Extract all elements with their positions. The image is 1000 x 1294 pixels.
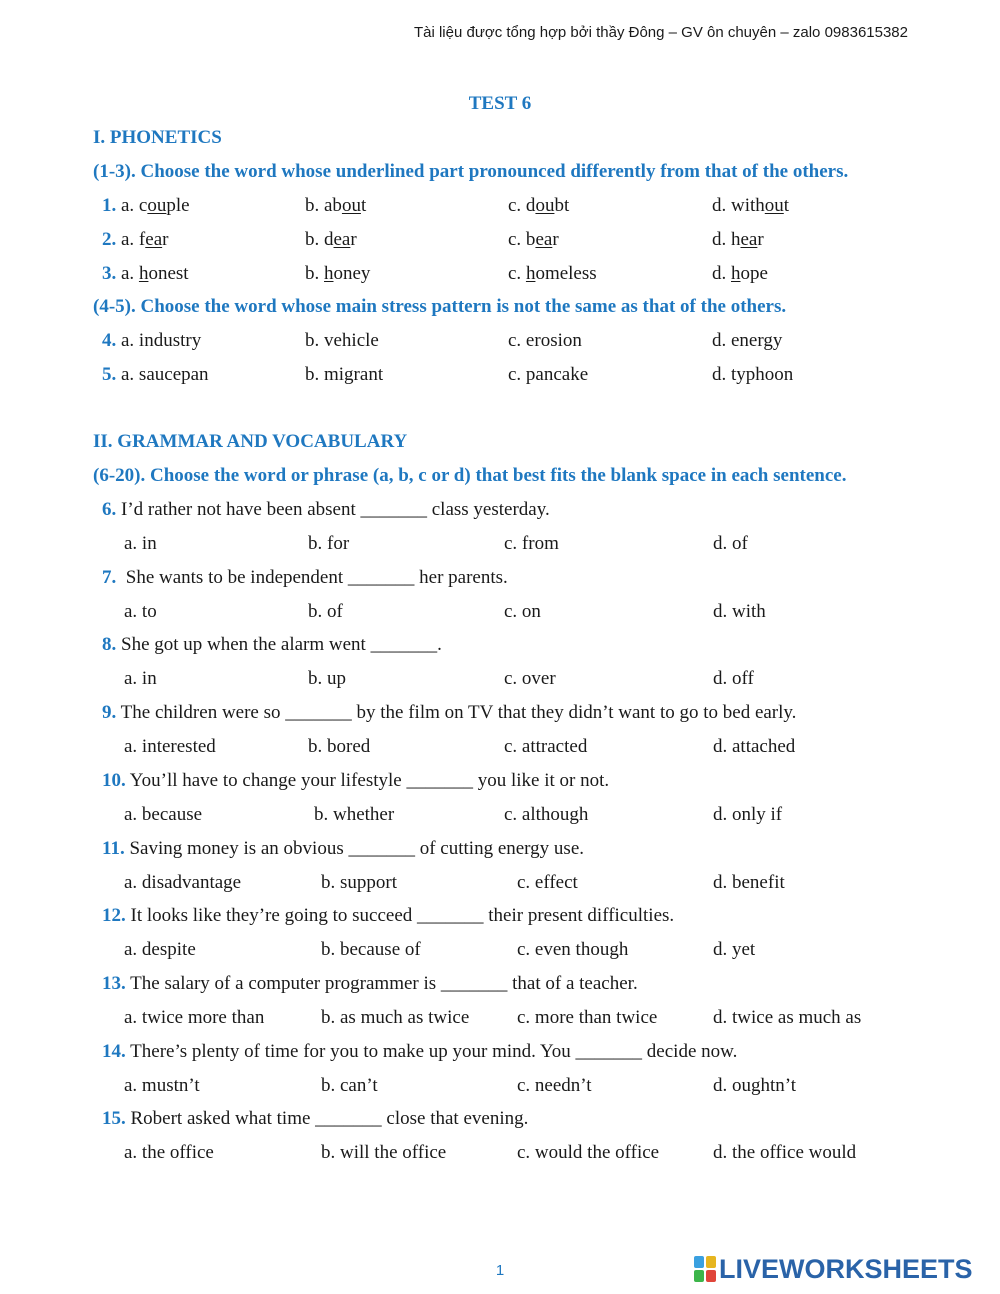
- q8-option-b[interactable]: b. up: [308, 668, 346, 689]
- q15-option-a[interactable]: a. the office: [124, 1142, 214, 1163]
- question-number: 3.: [102, 263, 117, 284]
- q14-option-b[interactable]: b. can’t: [321, 1075, 378, 1096]
- q7-option-c[interactable]: c. on: [504, 601, 541, 622]
- page-number: 1: [495, 1262, 505, 1279]
- q5-option-d[interactable]: d. typhoon: [712, 364, 794, 385]
- question-9: 9. The children were so _______ by the film on TV that they didn’t want to go to bed early.: [102, 702, 797, 723]
- q13-option-a[interactable]: a. twice more than: [124, 1007, 265, 1028]
- question-5: [102, 364, 116, 386]
- q6-option-d[interactable]: d. of: [713, 533, 748, 554]
- q10-option-b[interactable]: b. whether: [314, 804, 395, 825]
- q12-option-a[interactable]: a. despite: [124, 939, 196, 960]
- q9-option-c[interactable]: c. attracted: [504, 736, 588, 757]
- q6-option-b[interactable]: b. for: [308, 533, 350, 554]
- q7-option-b[interactable]: b. of: [308, 601, 343, 622]
- question-number: 1.: [102, 195, 117, 216]
- question-10: 10. You’ll have to change your lifestyle _______ you like it or not.: [102, 770, 610, 791]
- q11-option-d[interactable]: d. benefit: [713, 872, 785, 893]
- q8-option-d[interactable]: d. off: [713, 668, 754, 689]
- q11-option-c[interactable]: c. effect: [517, 872, 578, 893]
- question-number: 5.: [102, 364, 117, 385]
- q10-option-c[interactable]: c. although: [504, 804, 589, 825]
- q1-option-d[interactable]: d. without: [712, 195, 790, 216]
- q14-option-d[interactable]: d. oughtn’t: [713, 1075, 797, 1096]
- section-heading-phonetics: I. PHONETICS: [93, 127, 222, 148]
- q4-option-b[interactable]: b. vehicle: [305, 330, 379, 351]
- q13-option-b[interactable]: b. as much as twice: [321, 1007, 470, 1028]
- question-number: 4.: [102, 330, 117, 351]
- question-8: 8. She got up when the alarm went _______.: [102, 634, 442, 655]
- q2-option-d[interactable]: d. hear: [712, 229, 764, 250]
- question-4: [102, 330, 116, 352]
- q8-option-c[interactable]: c. over: [504, 668, 556, 689]
- q9-option-b[interactable]: b. bored: [308, 736, 371, 757]
- question-1: [102, 195, 116, 217]
- question-14: 14. There’s plenty of time for you to make up your mind. You _______ decide now.: [102, 1041, 738, 1062]
- q15-option-b[interactable]: b. will the office: [321, 1142, 447, 1163]
- q5-option-a[interactable]: a. saucepan: [121, 364, 209, 385]
- q4-option-d[interactable]: d. energy: [712, 330, 783, 351]
- q6-option-c[interactable]: c. from: [504, 533, 559, 554]
- question-6: 6. I’d rather not have been absent _______ class yesterday.: [102, 499, 550, 520]
- header-note: Tài liệu được tổng hợp bởi thầy Đông – GV ôn chuyên – zalo 0983615382: [413, 24, 908, 41]
- q1-option-b[interactable]: b. about: [305, 195, 367, 216]
- instruction-6-20: (6-20). Choose the word or phrase (a, b, c or d) that best fits the blank space in each sentence.: [93, 465, 847, 486]
- q11-option-a[interactable]: a. disadvantage: [124, 872, 242, 893]
- q2-option-c[interactable]: c. bear: [508, 229, 559, 250]
- q10-option-d[interactable]: d. only if: [713, 804, 783, 825]
- q12-option-c[interactable]: c. even though: [517, 939, 629, 960]
- section-heading-grammar: II. GRAMMAR AND VOCABULARY: [93, 431, 408, 452]
- q9-option-a[interactable]: a. interested: [124, 736, 216, 757]
- instruction-4-5: (4-5). Choose the word whose main stress pattern is not the same as that of the others.: [93, 296, 787, 317]
- q2-option-b[interactable]: b. dear: [305, 229, 357, 250]
- q13-option-d[interactable]: d. twice as much as: [713, 1007, 862, 1028]
- q5-option-c[interactable]: c. pancake: [508, 364, 589, 385]
- q12-option-d[interactable]: d. yet: [713, 939, 756, 960]
- q13-option-c[interactable]: c. more than twice: [517, 1007, 658, 1028]
- liveworksheets-logo-icon: [694, 1256, 716, 1282]
- q1-option-c[interactable]: c. doubt: [508, 195, 570, 216]
- q1-option-a[interactable]: a. couple: [121, 195, 190, 216]
- question-11: 11. Saving money is an obvious _______ of cutting energy use.: [102, 838, 584, 859]
- liveworksheets-logo[interactable]: [694, 1253, 973, 1285]
- q2-option-a[interactable]: a. fear: [121, 229, 169, 250]
- q7-option-a[interactable]: a. to: [124, 601, 157, 622]
- q14-option-c[interactable]: c. needn’t: [517, 1075, 592, 1096]
- q7-option-d[interactable]: d. with: [713, 601, 766, 622]
- q3-option-d[interactable]: d. hope: [712, 263, 768, 284]
- q3-option-b[interactable]: b. honey: [305, 263, 371, 284]
- question-13: 13. The salary of a computer programmer is _______ that of a teacher.: [102, 973, 638, 994]
- q4-option-c[interactable]: c. erosion: [508, 330, 582, 351]
- q14-option-a[interactable]: a. mustn’t: [124, 1075, 200, 1096]
- test-title: TEST 6: [468, 93, 532, 114]
- q8-option-a[interactable]: a. in: [124, 668, 157, 689]
- q11-option-b[interactable]: b. support: [321, 872, 397, 893]
- instruction-1-3: (1-3). Choose the word whose underlined part pronounced differently from that of the others.: [93, 161, 849, 182]
- q4-option-a[interactable]: a. industry: [121, 330, 202, 351]
- question-15: 15. Robert asked what time _______ close that evening.: [102, 1108, 529, 1129]
- logo-text: LIVEWORKSHEETS: [719, 1253, 973, 1284]
- q3-option-a[interactable]: a. honest: [121, 263, 189, 284]
- question-12: 12. It looks like they’re going to succeed _______ their present difficulties.: [102, 905, 675, 926]
- q6-option-a[interactable]: a. in: [124, 533, 157, 554]
- question-2: [102, 229, 116, 251]
- q10-option-a[interactable]: a. because: [124, 804, 203, 825]
- q3-option-c[interactable]: c. homeless: [508, 263, 597, 284]
- q15-option-c[interactable]: c. would the office: [517, 1142, 660, 1163]
- question-3: [102, 263, 116, 285]
- question-7: 7. She wants to be independent _______ her parents.: [102, 567, 508, 588]
- q9-option-d[interactable]: d. attached: [713, 736, 796, 757]
- q5-option-b[interactable]: b. migrant: [305, 364, 384, 385]
- question-number: 2.: [102, 229, 117, 250]
- q12-option-b[interactable]: b. because of: [321, 939, 421, 960]
- q15-option-d[interactable]: d. the office would: [713, 1142, 857, 1163]
